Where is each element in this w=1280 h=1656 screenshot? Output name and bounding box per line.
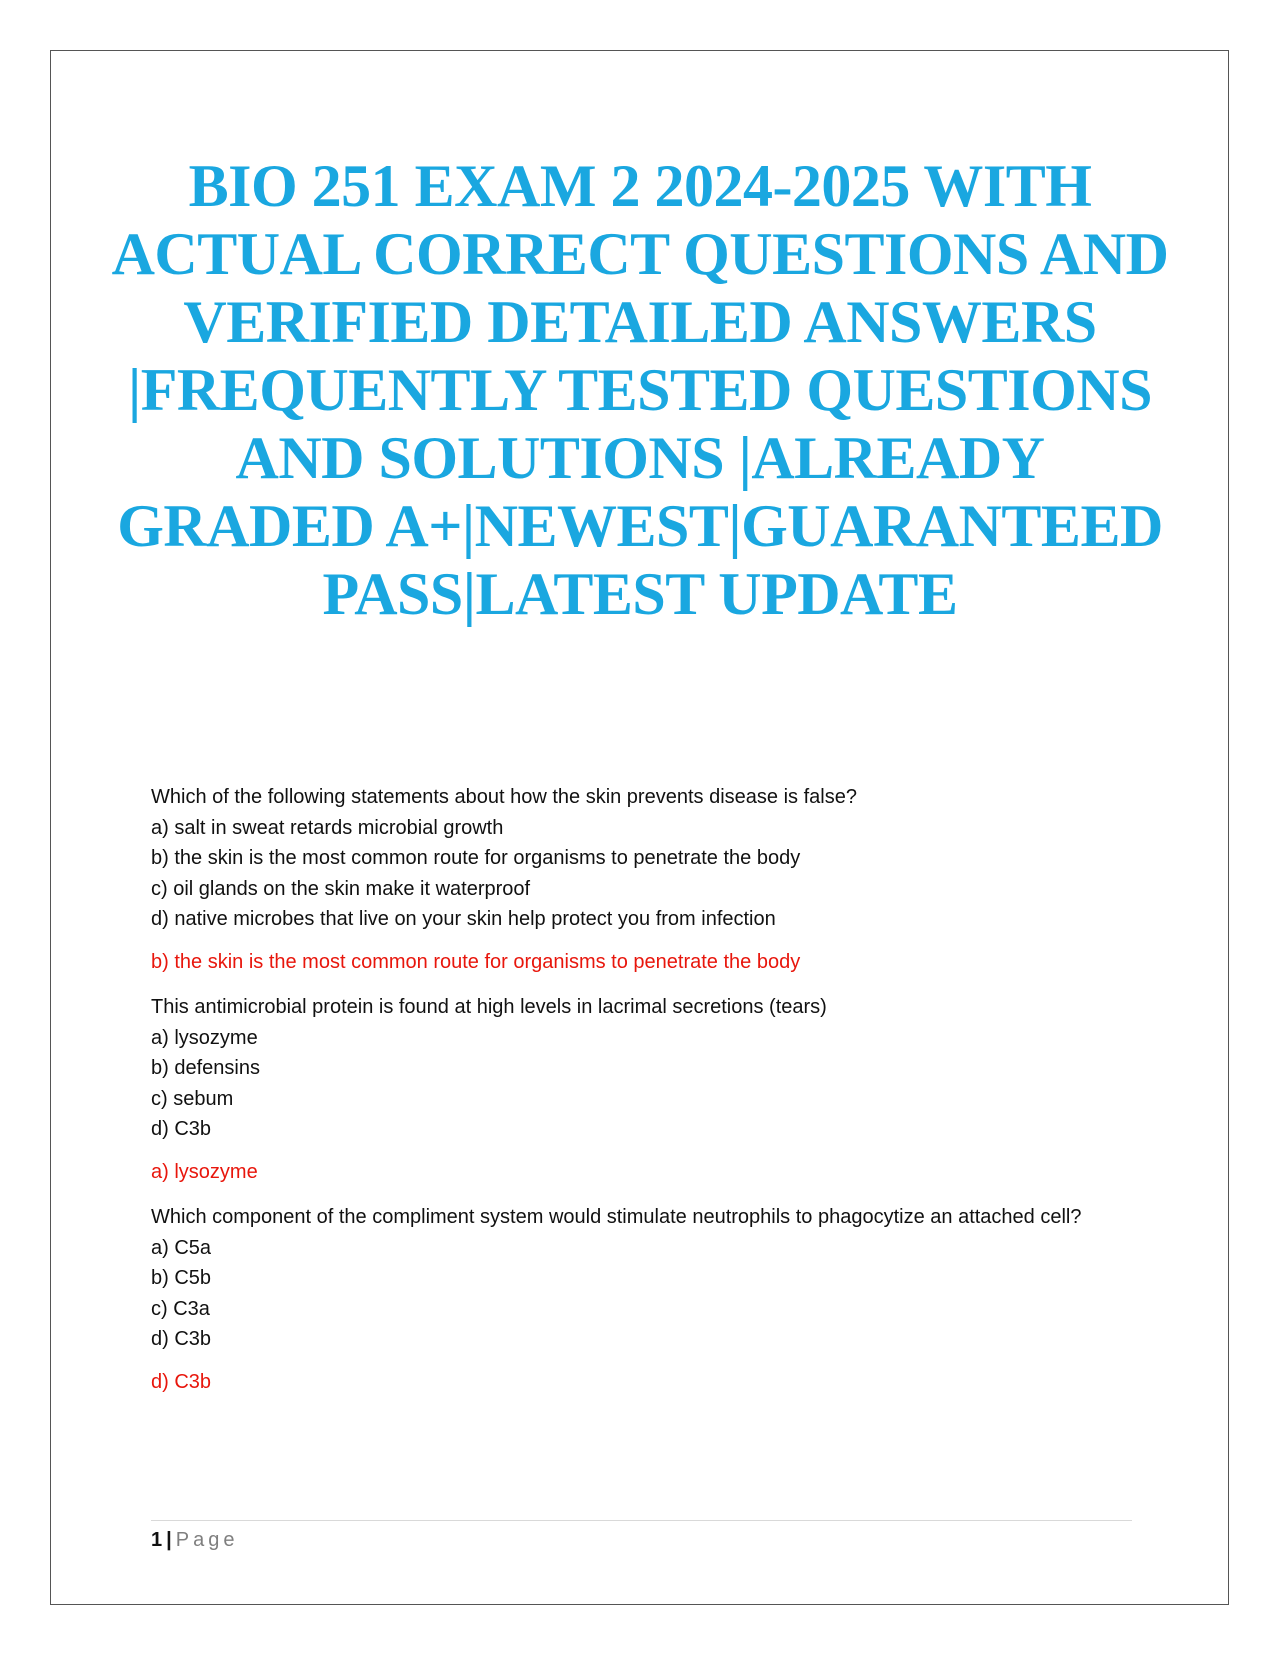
question-1 xyxy=(151,782,1151,977)
option-a: a) salt in sweat retards microbial growth xyxy=(151,816,504,839)
option-b: b) the skin is the most common route for organisms to penetrate the body xyxy=(151,847,801,869)
option-d: d) native microbes that live on your skin help protect you from infection xyxy=(151,908,776,930)
option-d: d) C3b xyxy=(151,1118,212,1140)
option-c: c) oil glands on the skin make it waterproof xyxy=(151,877,531,900)
question-3 xyxy=(151,1202,1151,1397)
option-c: c) sebum xyxy=(151,1087,234,1110)
option-b: b) defensins xyxy=(151,1057,260,1079)
footer-separator: | xyxy=(166,1529,172,1551)
option-a: a) lysozyme xyxy=(151,1026,258,1049)
question-2 xyxy=(151,992,1151,1187)
correct-answer: b) the skin is the most common route for organisms to penetrate the body xyxy=(151,950,801,973)
question-text: Which component of the compliment system would stimulate neutrophils to phagocytize an attached cell? xyxy=(151,1206,1082,1228)
option-c: c) C3a xyxy=(151,1297,210,1320)
question-list xyxy=(151,782,1151,1412)
correct-answer: d) C3b xyxy=(151,1370,212,1393)
option-d: d) C3b xyxy=(151,1328,212,1350)
document-title: BIO 251 EXAM 2 2024-2025 WITH ACTUAL CORRECT QUESTIONS AND VERIFIED DETAILED ANSWERS |FREQUENTLY TESTED QUESTIONS AND SOLUTIONS |ALREADY GRADED A+|NEWEST|GUARANTEED PASS|LATEST UPDATE xyxy=(111,153,1169,627)
footer-divider xyxy=(151,1520,1132,1521)
question-text: Which of the following statements about how the skin prevents disease is false? xyxy=(151,786,857,808)
page-number: 1 xyxy=(151,1529,163,1551)
question-text: This antimicrobial protein is found at high levels in lacrimal secretions (tears) xyxy=(151,996,827,1018)
correct-answer: a) lysozyme xyxy=(151,1160,258,1183)
page-footer xyxy=(151,1527,238,1553)
page-label: Page xyxy=(175,1529,239,1551)
option-a: a) C5a xyxy=(151,1236,212,1259)
option-b: b) C5b xyxy=(151,1267,212,1289)
